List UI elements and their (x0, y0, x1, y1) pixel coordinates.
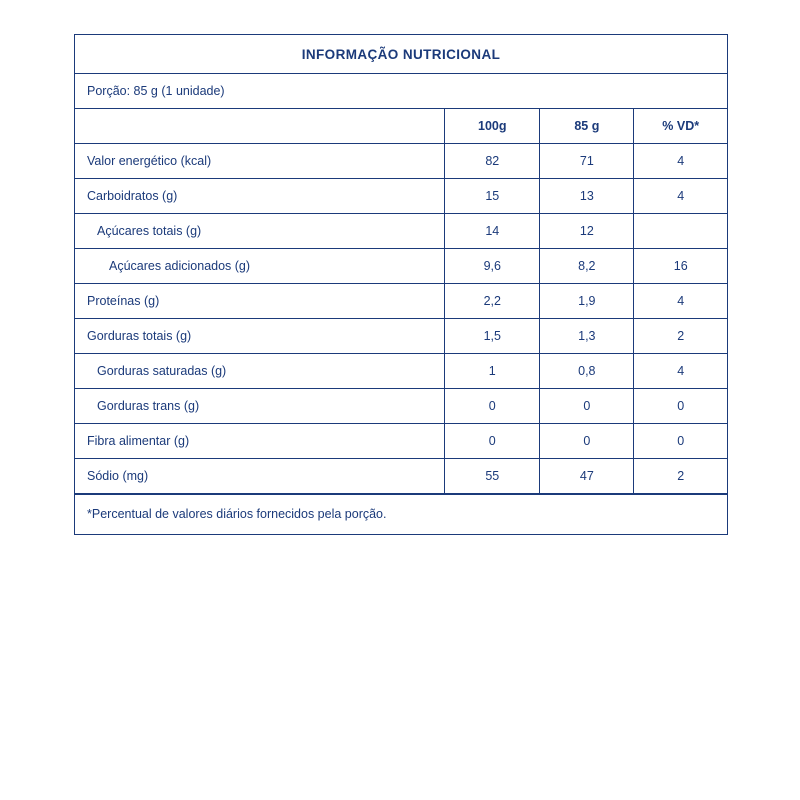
value-per-portion: 47 (540, 459, 634, 494)
value-per-100g: 14 (445, 214, 540, 249)
value-per-100g: 82 (445, 144, 540, 179)
portion-text: Porção: 85 g (1 unidade) (75, 74, 727, 109)
table-row (75, 284, 727, 319)
nutrient-name: Fibra alimentar (g) (75, 424, 445, 459)
table-body (75, 144, 727, 494)
nutrient-name: Sódio (mg) (75, 459, 445, 494)
table-row (75, 179, 727, 214)
table-row (75, 389, 727, 424)
footnote-text: *Percentual de valores diários fornecidos pela porção. (75, 494, 727, 534)
table-row (75, 214, 727, 249)
table-row (75, 354, 727, 389)
value-per-portion: 12 (540, 214, 634, 249)
value-percent-vd (634, 214, 727, 249)
value-per-100g: 1,5 (445, 319, 540, 354)
table-header (75, 109, 727, 144)
column-header-portion: 85 g (540, 109, 634, 144)
nutrient-name: Carboidratos (g) (75, 179, 445, 214)
nutrient-name: Açúcares adicionados (g) (75, 249, 445, 284)
nutrition-facts-panel (74, 34, 728, 535)
value-per-portion: 13 (540, 179, 634, 214)
value-percent-vd: 4 (634, 179, 727, 214)
nutrition-table (75, 109, 727, 494)
table-row (75, 459, 727, 494)
nutrition-title: INFORMAÇÃO NUTRICIONAL (75, 35, 727, 74)
value-per-100g: 0 (445, 389, 540, 424)
nutrient-name: Açúcares totais (g) (75, 214, 445, 249)
value-percent-vd: 16 (634, 249, 727, 284)
value-per-portion: 8,2 (540, 249, 634, 284)
value-per-portion: 1,3 (540, 319, 634, 354)
value-per-portion: 71 (540, 144, 634, 179)
table-row (75, 144, 727, 179)
nutrient-name: Gorduras saturadas (g) (75, 354, 445, 389)
column-header-nutrient (75, 109, 445, 144)
value-per-portion: 1,9 (540, 284, 634, 319)
table-row (75, 424, 727, 459)
nutrient-name: Valor energético (kcal) (75, 144, 445, 179)
table-row (75, 249, 727, 284)
value-per-100g: 15 (445, 179, 540, 214)
value-per-100g: 1 (445, 354, 540, 389)
nutrient-name: Gorduras totais (g) (75, 319, 445, 354)
nutrient-name: Gorduras trans (g) (75, 389, 445, 424)
value-percent-vd: 2 (634, 319, 727, 354)
value-per-portion: 0,8 (540, 354, 634, 389)
nutrient-name: Proteínas (g) (75, 284, 445, 319)
value-percent-vd: 0 (634, 389, 727, 424)
column-header-100g: 100g (445, 109, 540, 144)
value-per-portion: 0 (540, 389, 634, 424)
value-per-100g: 0 (445, 424, 540, 459)
value-percent-vd: 2 (634, 459, 727, 494)
value-percent-vd: 0 (634, 424, 727, 459)
value-percent-vd: 4 (634, 144, 727, 179)
table-header-row (75, 109, 727, 144)
table-row (75, 319, 727, 354)
value-per-portion: 0 (540, 424, 634, 459)
value-percent-vd: 4 (634, 284, 727, 319)
value-per-100g: 55 (445, 459, 540, 494)
column-header-vd: % VD* (634, 109, 727, 144)
value-percent-vd: 4 (634, 354, 727, 389)
value-per-100g: 9,6 (445, 249, 540, 284)
value-per-100g: 2,2 (445, 284, 540, 319)
